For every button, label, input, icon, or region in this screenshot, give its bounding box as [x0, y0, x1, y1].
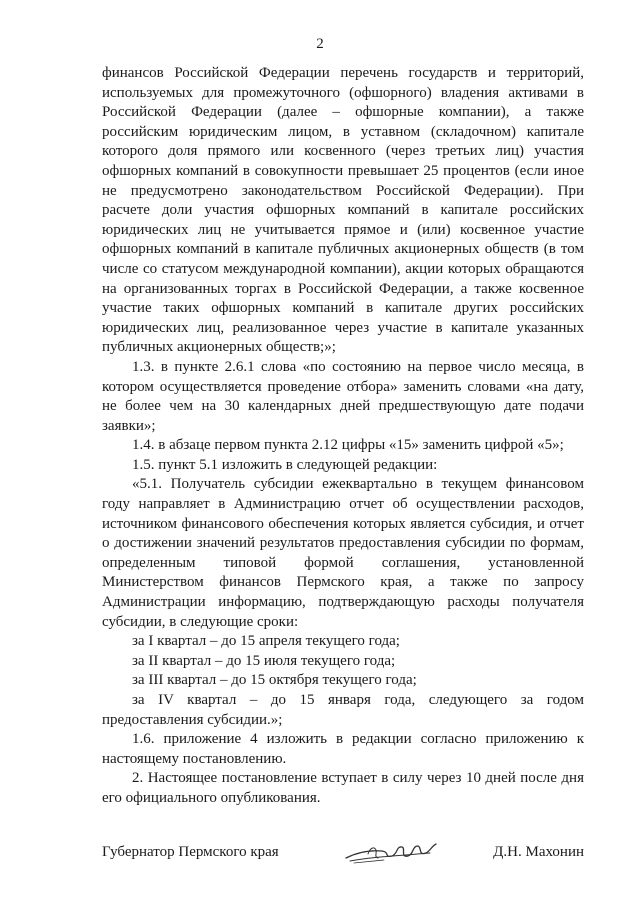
paragraph-2: 2. Настоящее постановление вступает в силу через 10 дней после дня его официального опубликования.	[102, 770, 584, 806]
paragraph-5-1: «5.1. Получатель субсидии ежеквартально в текущем финансовом году направляет в Администрацию отчет об осуществлении расходов, источником финансового обеспечения которых является субсидия, и отчет о достижении значений результатов предоставления субсидии по формам, определенным типовой формой соглашения, установленной Министерством финансов Пермского края, а также по запросу Администрации информацию, подтверждающую расходы получателя субсидии, в следующие сроки:	[102, 476, 584, 630]
quarter-2-item: за II квартал – до 15 июля текущего года;	[132, 652, 396, 669]
paragraph-1-6: 1.6. приложение 4 изложить в редакции согласно приложению к настоящему постановлению.	[102, 731, 584, 767]
paragraph-1-5: 1.5. пункт 5.1 изложить в следующей редакции:	[132, 456, 438, 473]
document-body	[102, 64, 584, 809]
quarter-4-item: за IV квартал – до 15 января года, следующего за годом предоставления субсидии.»;	[102, 692, 584, 728]
signature-block	[102, 838, 584, 868]
signatory-title: Губернатор Пермского края	[102, 844, 279, 860]
paragraph-1-4: 1.4. в абзаце первом пункта 2.12 цифры «15» заменить цифрой «5»;	[132, 437, 564, 454]
handwritten-signature	[340, 838, 440, 868]
page-number: 2	[316, 36, 324, 52]
signatory-name: Д.Н. Махонин	[493, 844, 584, 860]
quarter-1-item: за I квартал – до 15 апреля текущего года;	[132, 633, 400, 650]
paragraph-1-3: 1.3. в пункте 2.6.1 слова «по состоянию на первое число месяца, в котором осуществляется проведение отбора» заменить словами «на дату, не более чем на 30 календарных дней предшествующую дате подачи заявки»;	[102, 358, 584, 434]
paragraph-continuation: финансов Российской Федерации перечень государств и территорий, используемых для промежуточного (офшорного) владения активами в Российской Федерации (далее – офшорные компании), а также российским юридическим лицом, в уставном (складочном) капитале которого доля прямого или косвенного (через третьих лиц) участия офшорных компаний в совокупности превышает 25 процентов (если иное не предусмотрено законодательством Российской Федерации). При расчете доли участия офшорных компаний в капитале российских юридических лиц не учитывается прямое и (или) косвенное участие офшорных компаний в капитале публичных акционерных обществ (в том числе со статусом международной компании), акции которых обращаются на организованных торгах в Российской Федерации, а также косвенное участие таких офшорных компаний в капитале других российских юридических лиц, реализованное через участие в капитале указанных публичных акционерных обществ;»;	[102, 65, 584, 356]
quarter-3-item: за III квартал – до 15 октября текущего года;	[132, 672, 417, 689]
